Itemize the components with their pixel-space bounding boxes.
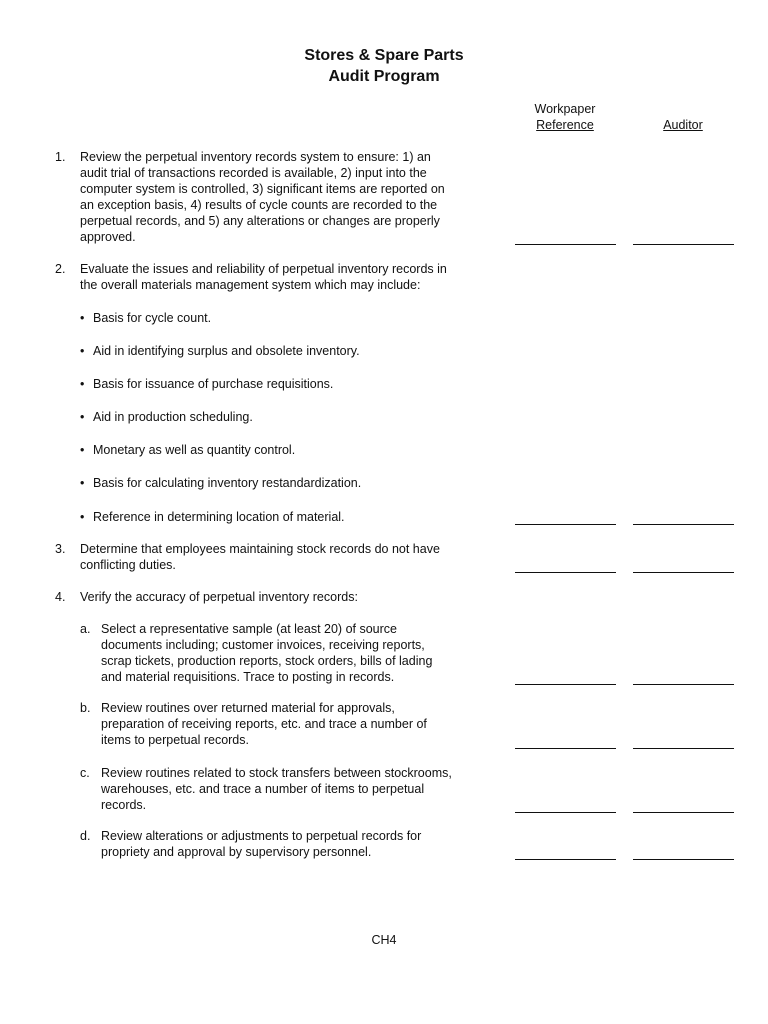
- list-item: [80, 509, 345, 525]
- item-1-text: [80, 149, 495, 245]
- text-line: preparation of receiving reports, etc. and trace a number of: [101, 717, 427, 731]
- bullet-text: Basis for calculating inventory restandardization.: [93, 476, 362, 490]
- text-line: Review the perpetual inventory records system to ensure: 1) an: [80, 150, 431, 164]
- subitem-letter: c.: [80, 766, 90, 780]
- workpaper-signoff-line-4d[interactable]: [515, 859, 616, 860]
- document-title-line1: Stores & Spare Parts: [304, 47, 464, 64]
- auditor-signoff-line-1[interactable]: [633, 244, 734, 245]
- text-line: approved.: [80, 230, 136, 244]
- item-number: 2.: [55, 262, 66, 276]
- bullet-text: Aid in identifying surplus and obsolete inventory.: [93, 344, 360, 358]
- bullet-text: Basis for issuance of purchase requisitions.: [93, 377, 334, 391]
- text-line: propriety and approval by supervisory personnel.: [101, 845, 372, 859]
- workpaper-signoff-line-4b[interactable]: [515, 748, 616, 749]
- workpaper-signoff-line-4c[interactable]: [515, 812, 616, 813]
- text-line: Evaluate the issues and reliability of perpetual inventory records in: [80, 262, 447, 276]
- list-item: [80, 442, 295, 458]
- auditor-signoff-line-4b[interactable]: [633, 748, 734, 749]
- subitem-d-text: [101, 828, 496, 860]
- subitem-letter: b.: [80, 701, 91, 715]
- item-2-text: [80, 261, 495, 293]
- item-number: 3.: [55, 542, 66, 556]
- text-line: documents including; customer invoices, receiving reports,: [101, 638, 425, 652]
- bullet-icon: •: [80, 377, 85, 391]
- workpaper-header-line2: Reference: [536, 118, 594, 132]
- workpaper-signoff-line-4a[interactable]: [515, 684, 616, 685]
- text-line: Review routines related to stock transfers between stockrooms,: [101, 766, 452, 780]
- text-line: records.: [101, 798, 147, 812]
- bullet-icon: •: [80, 476, 85, 490]
- auditor-signoff-line-4c[interactable]: [633, 812, 734, 813]
- workpaper-signoff-line-1[interactable]: [515, 244, 616, 245]
- subitem-b-text: [101, 700, 496, 748]
- bullet-text: Basis for cycle count.: [93, 311, 212, 325]
- text-line: computer system is controlled, 3) significant items are reported on: [80, 182, 445, 196]
- bullet-icon: •: [80, 443, 85, 457]
- workpaper-header-line1: Workpaper: [534, 102, 596, 116]
- text-line: audit trial of transactions recorded is available, 2) input into the: [80, 166, 427, 180]
- subitem-letter: a.: [80, 622, 91, 636]
- bullet-text: Reference in determining location of material.: [93, 510, 345, 524]
- list-item: [80, 409, 253, 425]
- text-line: scrap tickets, production reports, stock orders, bills of lading: [101, 654, 433, 668]
- bullet-icon: •: [80, 510, 85, 524]
- subitem-c-text: [101, 765, 496, 813]
- workpaper-reference-header: [515, 101, 615, 133]
- text-line: and material requisitions. Trace to posting in records.: [101, 670, 395, 684]
- text-line: an exception basis, 4) results of cycle counts are recorded to the: [80, 198, 438, 212]
- text-line: Select a representative sample (at least 20) of source: [101, 622, 397, 636]
- auditor-signoff-line-2[interactable]: [633, 524, 734, 525]
- text-line: Verify the accuracy of perpetual inventory records:: [80, 590, 358, 604]
- text-line: Determine that employees maintaining stock records do not have: [80, 542, 440, 556]
- text-line: perpetual records, and 5) any alterations or changes are properly: [80, 214, 440, 228]
- list-item: [80, 376, 333, 392]
- text-line: warehouses, etc. and trace a number of items to perpetual: [101, 782, 425, 796]
- text-line: Review routines over returned material for approvals,: [101, 701, 395, 715]
- auditor-signoff-line-4a[interactable]: [633, 684, 734, 685]
- item-3-text: [80, 541, 495, 573]
- list-item: [80, 310, 211, 326]
- bullet-icon: •: [80, 410, 85, 424]
- bullet-icon: •: [80, 344, 85, 358]
- bullet-text: Aid in production scheduling.: [93, 410, 253, 424]
- text-line: Review alterations or adjustments to perpetual records for: [101, 829, 422, 843]
- auditor-header: Auditor: [663, 118, 703, 132]
- list-item: [80, 343, 360, 359]
- workpaper-signoff-line-3[interactable]: [515, 572, 616, 573]
- item-number: 4.: [55, 590, 66, 604]
- item-4-text: [80, 589, 495, 605]
- bullet-icon: •: [80, 311, 85, 325]
- text-line: the overall materials management system which may include:: [80, 278, 421, 292]
- text-line: conflicting duties.: [80, 558, 176, 572]
- list-item: [80, 475, 361, 491]
- text-line: items to perpetual records.: [101, 733, 249, 747]
- page-footer: CH4: [371, 933, 397, 947]
- subitem-a-text: [101, 621, 496, 685]
- bullet-text: Monetary as well as quantity control.: [93, 443, 296, 457]
- item-number: 1.: [55, 150, 66, 164]
- auditor-signoff-line-4d[interactable]: [633, 859, 734, 860]
- subitem-letter: d.: [80, 829, 91, 843]
- workpaper-signoff-line-2[interactable]: [515, 524, 616, 525]
- document-title-line2: Audit Program: [328, 68, 440, 85]
- auditor-signoff-line-3[interactable]: [633, 572, 734, 573]
